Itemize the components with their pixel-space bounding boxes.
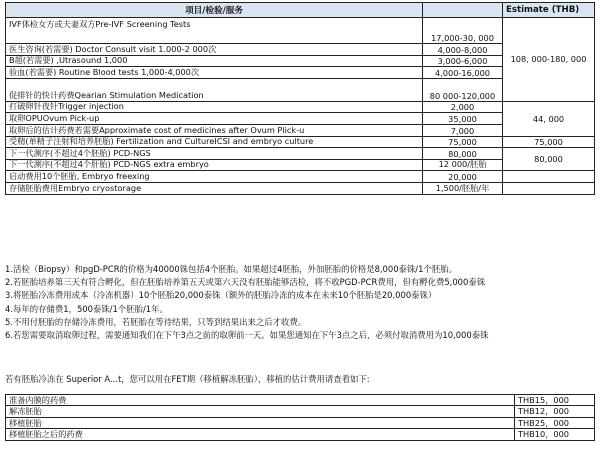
- table-row-cost: 2,000: [423, 102, 503, 114]
- table-row-service: 启动费用10个胚胎, Embryo freexing: [5, 171, 423, 183]
- estimate-fertilization: 75,000: [503, 137, 595, 149]
- note-item: 4.每年的存储费1，500泰铢/1个胚胎/1年。: [5, 303, 168, 314]
- estimate-ngs: 80,000: [503, 148, 595, 171]
- table-row-service: 下一代测序(不超过4个肝胎) PCD-NGS extra embryo: [5, 160, 423, 172]
- fet-table: [5, 394, 595, 441]
- estimate-empty: [503, 183, 595, 195]
- table-row-service: 受精(单精子注射和培养胚胎) Fertilization and CultureICSI and embryo culture: [5, 137, 423, 149]
- table-row-cost: 4,000-16,000: [423, 67, 503, 79]
- fet-row-price: THB10，000: [515, 429, 595, 441]
- fet-row-price: THB25，000: [515, 418, 595, 430]
- fet-row-item: 移植胚胎: [5, 418, 515, 430]
- table-row-cost: 80 000-120,000: [423, 79, 503, 102]
- table-row-service: 验血(若需要) Routine Blood tests 1,000-4,000次: [5, 67, 423, 79]
- header-service: 项目/检验/服务: [5, 2, 423, 18]
- note-item: 2.若胚胎培养第三天有符合孵化，但在胚胎培养第五天或第六天没有胚胎能够活检，将不收PGD-PCR费用，但有孵化费5,000泰铢: [5, 277, 486, 288]
- table-row-service: 存储胚胎费用Embryo cryostorage: [5, 183, 423, 195]
- table-row-service: 促排针的快计药费Qearian Stimulation Medication: [5, 79, 423, 102]
- table-row-cost: 35,000: [423, 113, 503, 125]
- header-cost: [423, 2, 503, 18]
- note-item: 1.活检（Biopsy）和pgD-PCR的价格为40000铢包括4个胚胎。如果超过4胚胎，外加胚胎的价格是8,000泰铢/1个胚胎。: [5, 264, 457, 274]
- estimate-empty: [503, 171, 595, 183]
- table-row-cost: 80,000: [423, 148, 503, 160]
- fet-section-title: 若有胚胎冷冻在 Superior A...t，您可以用在FET期（移植解冻胚胎），移植的估计费用请查看如下:: [5, 374, 370, 384]
- estimate-trigger-opu: 44, 000: [503, 102, 595, 137]
- note-item: 5.不用付胚胎的存储冷冻费用，若胚胎在等待结果，只等到结果出来之后才收费。: [5, 316, 307, 327]
- note-item: 6.若您需要取消取卵过程，需要通知我们在下午3点之前的取卵前一天。如果您通知在下午3点之后，必须付取消费用为10,000泰铢: [5, 329, 489, 340]
- table-row-cost: 12 000/胚胎: [423, 160, 503, 172]
- table-row-cost: 4,000-8,000: [423, 44, 503, 56]
- table-row-service: 医生咨询(若需要) Doctor Consult visit 1.000-2 000次: [5, 44, 423, 56]
- table-row-cost: 1,500/胚胎/年: [423, 183, 503, 195]
- estimate-screening-stimulation: 108, 000-180, 000: [503, 18, 595, 102]
- price-table: [5, 2, 595, 219]
- table-row-cost: 75,000: [423, 137, 503, 149]
- table-row-cost: 3,000-6,000: [423, 56, 503, 68]
- header-estimate: Estimate (THB): [503, 2, 595, 18]
- fet-row-price: THB12，000: [515, 406, 595, 418]
- table-row-cost: 17,000-30, 000: [423, 18, 503, 44]
- fet-row-price: THB15，000: [515, 394, 595, 406]
- fet-row-item: 准备内膜的药费: [5, 394, 515, 406]
- table-row-service: B超(若需要) ,Utrasound 1,000: [5, 56, 423, 68]
- note-item: 3.将胚胎冷冻费用成本（冷冻机器）10个胚胎20,000泰铢（额外的胚胎冷冻的成本在未来10个胚胎是20,000泰铢）: [5, 290, 437, 301]
- table-row-service: 取卵OPUOvum Pick-up: [5, 113, 423, 125]
- fet-row-item: 移植胚胎之后的药费: [5, 429, 515, 441]
- table-row-service: 打破卵针夜针Trigger injection: [5, 102, 423, 114]
- notes-list: [5, 263, 597, 342]
- fet-row-item: 解冻胚胎: [5, 406, 515, 418]
- table-row-service: IVF体检女方或夫妻双方Pre-IVF Screening Tests: [5, 18, 423, 44]
- table-row-service: 下一代测序(不超过4个胚胎) PCD-NGS: [5, 148, 423, 160]
- table-row-service: 取卵后的估计药费若需要Approximate cost of medicines after Ovum Plick-u: [5, 125, 423, 137]
- table-row-cost: 20,000: [423, 171, 503, 183]
- table-row-cost: 7,000: [423, 125, 503, 137]
